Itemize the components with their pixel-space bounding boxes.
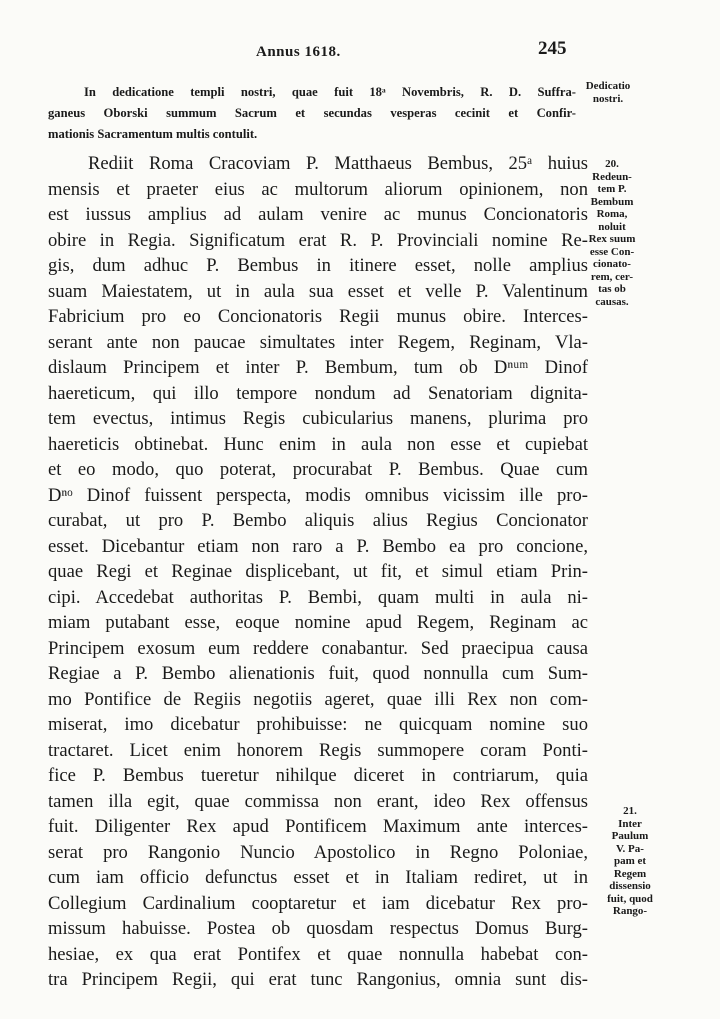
body-line: tractaret. Licet enim honorem Regis summopere coram Ponti- [48, 739, 588, 761]
margin-note-line: tas ob [598, 283, 626, 295]
margin-note-line: Rango- [612, 905, 648, 917]
body-line: tra Principem Regii, qui erat tunc Rangonius, omnia sunt dis- [48, 969, 588, 990]
body-line: fice P. Bembus tueretur nihilque diceret in contriarum, quia [48, 765, 588, 786]
body-line: serant ante non paucae simultates inter Regem, Reginam, Vla- [48, 331, 588, 353]
body-line: cum iam officio defunctus esset et in Italiam rediret, ut in [48, 867, 588, 888]
text-line: In dedicatione templi nostri, quae fuit 18ᵃ Novembris, R. D. Suffra- [84, 85, 576, 99]
body-line: hesiae, ex qua erat Pontifex et quae nonnulla habebat con- [48, 943, 588, 965]
body-line: cipi. Accedebat authoritas P. Bembi, quam multi in aula ni- [48, 586, 588, 608]
margin-note-line: Dedicatio [585, 80, 631, 92]
body-line: mensis et praeter eius ac multorum aliorum opinionem, non [48, 178, 588, 200]
body-line: miserat, imo dicebatur prohibuisse: ne quicquam nomine suo [48, 714, 588, 735]
body-line: missum habuisse. Postea ob quosdam respectus Domus Burg- [48, 918, 588, 939]
body-line: esset. Dicebantur etiam non raro a P. Bembo ea pro concione, [48, 535, 588, 557]
body-line: serat pro Rangonio Nuncio Apostolico in Regno Poloniae, [48, 841, 588, 863]
body-line: et eo modo, quo poterat, procurabat P. Bembus. Quae cum [48, 459, 588, 480]
margin-note-line: rem, cer- [590, 270, 634, 283]
margin-note-line: V. Pa- [616, 842, 644, 855]
body-line: haereticis obtinebat. Hunc enim in aula non esse et cupiebat [48, 433, 588, 455]
margin-note-dedicatio [576, 80, 640, 105]
body-line: Rediit Roma Cracoviam P. Matthaeus Bembus, 25ᵃ huius [88, 153, 588, 174]
body-line: tamen illa egit, quae commissa non erant, ideo Rex offensus [48, 790, 588, 812]
text-line: ganeus Oborski summum Sacrum et secundas vesperas cecinit et Confir- [48, 106, 576, 120]
margin-note-line: Rex suum [588, 233, 636, 245]
margin-note-line: 20. [605, 158, 619, 170]
running-header: Annus 1618. [256, 44, 341, 60]
dedication-paragraph [48, 82, 576, 145]
margin-note-line: nostri. [592, 92, 624, 105]
body-line: quae Regi et Reginae displicebant, ut fit, et simul etiam Prin- [48, 561, 588, 582]
page-number: 245 [538, 38, 567, 59]
margin-note-line: fuit, quod [607, 892, 653, 905]
margin-note-line: pam et [613, 855, 647, 867]
body-line: gis, dum adhuc P. Bembus in itinere esset, nolle amplius [48, 255, 588, 276]
margin-note-line: Redeun- [592, 170, 632, 183]
margin-note-line: Bembum [590, 195, 634, 208]
margin-note-21 [598, 805, 662, 918]
margin-note-line: dissensio [609, 880, 651, 892]
body-line: curabat, ut pro P. Bembo aliquis alius Regius Concionator [48, 510, 588, 531]
margin-note-line: Inter [618, 817, 642, 830]
margin-note-line: 21. [623, 805, 637, 817]
body-line: dislaum Principem et inter P. Bembum, tum ob Dⁿᵘᵐ Dinof [48, 357, 588, 378]
body-line: Dⁿᵒ Dinof fuissent perspecta, modis omnibus vicissim ille pro- [48, 484, 588, 506]
body-line: haereticum, qui illo tempore nondum ad Senatoriam dignita- [48, 382, 588, 404]
body-line: Principem exosum eum reddere conabantur. Sed praecipua causa [48, 637, 588, 659]
margin-note-line: Regem [613, 867, 647, 880]
margin-note-line: esse Con- [589, 245, 635, 258]
margin-note-line: noluit [598, 220, 626, 233]
margin-note-line: cionato- [593, 258, 631, 270]
body-line: tem evectus, intimus Regis cubicularius manens, plurima pro [48, 408, 588, 429]
margin-note-line: Paulum [611, 830, 649, 842]
main-body-text [48, 151, 588, 993]
margin-note-line: causas. [595, 295, 629, 308]
margin-note-line: tem P. [597, 183, 627, 195]
body-line: mo Pontifice de Regiis negotiis ageret, quae illi Rex non com- [48, 688, 588, 710]
body-line: obire in Regia. Significatum erat R. P. Provinciali nomine Re- [48, 229, 588, 251]
body-line: Collegium Cardinalium cooptaretur et iam dicebatur Rex pro- [48, 892, 588, 914]
body-line: Fabricium pro eo Concionatoris Regii munus obire. Interces- [48, 306, 588, 327]
margin-note-20 [582, 158, 642, 308]
body-line: suam Maiestatem, ut in aula sua esset et velle P. Valentinum [48, 280, 588, 302]
body-line: miam putabant esse, eoque nomine apud Regem, Reginam ac [48, 612, 588, 633]
body-line: Regiae a P. Bembo alienationis fuit, quod nonnulla cum Sum- [48, 663, 588, 684]
body-line: est iussus amplius ad aulam venire ac munus Concionatoris [48, 204, 588, 225]
text-line: mationis Sacramentum multis contulit. [48, 127, 258, 141]
margin-note-line: Roma, [596, 208, 628, 220]
body-line: fuit. Diligenter Rex apud Pontificem Maximum ante interces- [48, 816, 588, 837]
